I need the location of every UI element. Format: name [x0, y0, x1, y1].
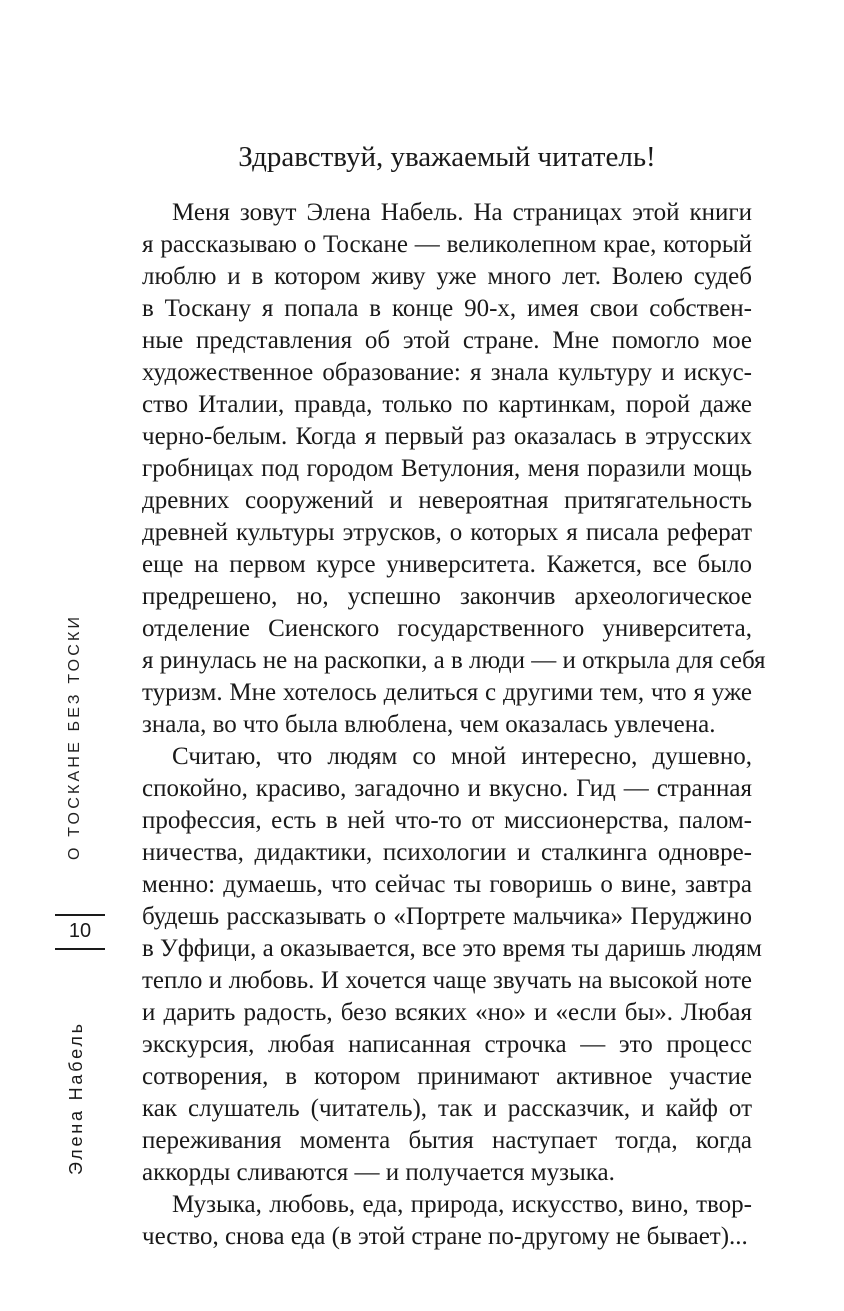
- page-heading: Здравствуй, уважаемый читатель!: [238, 141, 656, 173]
- text-line: предрешено, но, успешно закончив археологическое: [142, 583, 752, 610]
- text-line: будешь рассказывать о «Портрете мальчика» Перуджино: [142, 903, 752, 930]
- running-head-book-title: О ТОСКАНЕ БЕЗ ТОСКИ: [66, 613, 83, 860]
- text-line: еще на первом курсе университета. Кажется, все было: [142, 551, 752, 578]
- text-line: в Уффици, а оказывается, все это время ты даришь людям: [142, 935, 762, 962]
- text-line: и дарить радость, безо всяких «но» и «если бы». Любая: [142, 999, 752, 1026]
- page-number-rule-top: [55, 914, 105, 916]
- text-line: спокойно, красиво, загадочно и вкусно. Гид — странная: [142, 775, 752, 802]
- text-line: отделение Сиенского государственного университета,: [142, 615, 752, 642]
- text-line: художественное образование: я знала культуру и искус-: [142, 359, 752, 386]
- text-line: тепло и любовь. И хочется чаще звучать на высокой ноте: [142, 967, 752, 994]
- text-line: черно-белым. Когда я первый раз оказалась в этрусских: [142, 423, 752, 450]
- text-line: менно: думаешь, что сейчас ты говоришь о вине, завтра: [142, 871, 752, 898]
- paragraph: [142, 741, 762, 1189]
- text-line: ство Италии, правда, только по картинкам, порой даже: [142, 391, 752, 418]
- running-head-author: Элена Набель: [66, 1021, 86, 1175]
- text-line: гробницах под городом Ветулония, меня поразили мощь: [142, 455, 752, 482]
- text-line: древней культуры этрусков, о которых я писала реферат: [142, 519, 752, 546]
- text-line: экскурсия, любая написанная строчка — это процесс: [142, 1031, 752, 1058]
- text-line: чество, снова еда (в этой стране по-другому не бывает)...: [142, 1223, 748, 1250]
- text-line: в Тоскану я попала в конце 90-х, имея свои собствен-: [142, 295, 752, 322]
- paragraph: [142, 197, 766, 741]
- text-line: древних сооружений и невероятная притягательность: [142, 487, 752, 514]
- body-text: [142, 197, 766, 1253]
- paragraph: [142, 1189, 752, 1253]
- text-line: переживания момента бытия наступает тогда, когда: [142, 1127, 752, 1154]
- text-line: Считаю, что людям со мной интересно, душевно,: [172, 743, 752, 770]
- page-number-rule-bottom: [55, 948, 105, 950]
- text-line: люблю и в котором живу уже много лет. Волею судеб: [142, 263, 752, 290]
- text-line: ные представления об этой стране. Мне помогло мое: [142, 327, 752, 354]
- text-line: Меня зовут Элена Набель. На страницах этой книги: [172, 199, 752, 226]
- text-line: Музыка, любовь, еда, природа, искусство, вино, твор-: [172, 1191, 752, 1218]
- page-number: 10: [68, 920, 92, 942]
- text-line: знала, во что была влюблена, чем оказалась увлечена.: [142, 711, 716, 738]
- text-line: профессия, есть в ней что-то от миссионерства, палом-: [142, 807, 752, 834]
- text-line: как слушатель (читатель), так и рассказчик, и кайф от: [142, 1095, 752, 1122]
- text-line: ничества, дидактики, психологии и сталкинга одновре-: [142, 839, 752, 866]
- text-line: я ринулась не на раскопки, а в люди — и открыла для себя: [142, 647, 766, 674]
- text-line: я рассказываю о Тоскане — великолепном крае, который: [142, 231, 752, 258]
- text-line: сотворения, в котором принимают активное участие: [142, 1063, 752, 1090]
- text-line: аккорды сливаются — и получается музыка.: [142, 1159, 615, 1186]
- text-line: туризм. Мне хотелось делиться с другими тем, что я уже: [142, 679, 752, 706]
